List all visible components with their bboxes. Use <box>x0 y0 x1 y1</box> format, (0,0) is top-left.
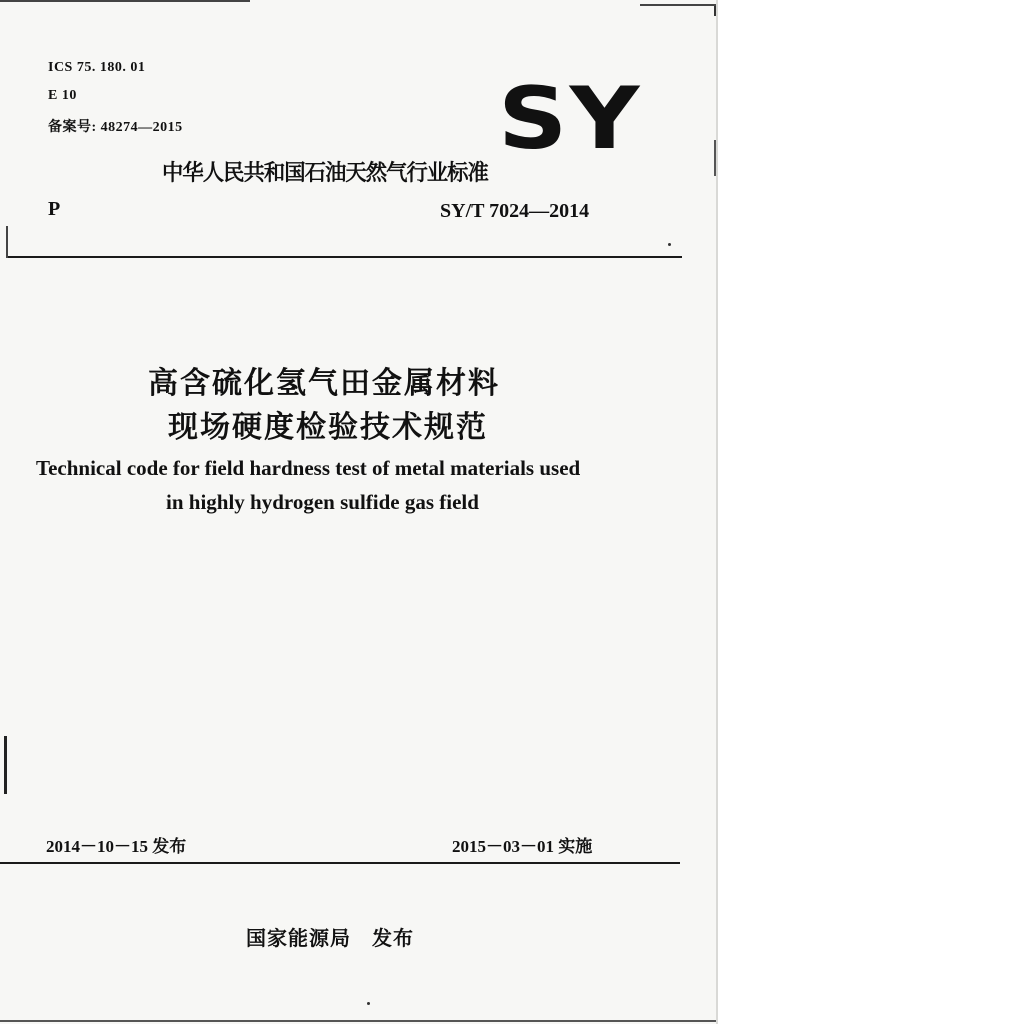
p-mark: P <box>48 198 61 220</box>
bottom-edge-line <box>0 1020 718 1022</box>
implementation-date: 2015－03－01 实施 <box>452 837 593 856</box>
classification-code: E 10 <box>48 88 77 103</box>
title-cn-line1: 高含硫化氢气田金属材料 <box>148 366 500 401</box>
issue-date: 2014－10－15 发布 <box>46 837 187 856</box>
title-cn-line2: 现场硬度检验技术规范 <box>168 410 488 445</box>
scan-speck <box>668 243 671 246</box>
title-en-line2: in highly hydrogen sulfide gas field <box>166 490 479 514</box>
header-rule <box>6 256 682 258</box>
ics-code: ICS 75. 180. 01 <box>48 60 146 75</box>
record-number: 备案号: 48274—2015 <box>48 120 183 135</box>
left-edge-mark <box>6 226 8 258</box>
left-margin-mark <box>4 736 7 794</box>
date-rule <box>0 862 680 864</box>
scan-speck-bottom <box>367 1002 370 1005</box>
top-edge-line <box>0 0 250 2</box>
top-edge-line-right <box>640 4 718 6</box>
standard-number: SY/T 7024—2014 <box>440 200 590 222</box>
title-en-line1: Technical code for field hardness test of metal materials used <box>36 456 581 480</box>
standard-category: 中华人民共和国石油天然气行业标准 <box>162 161 488 186</box>
sy-logo: SY <box>498 69 642 169</box>
issuing-authority: 国家能源局 发布 <box>246 926 414 950</box>
blank-margin <box>718 0 1024 1024</box>
